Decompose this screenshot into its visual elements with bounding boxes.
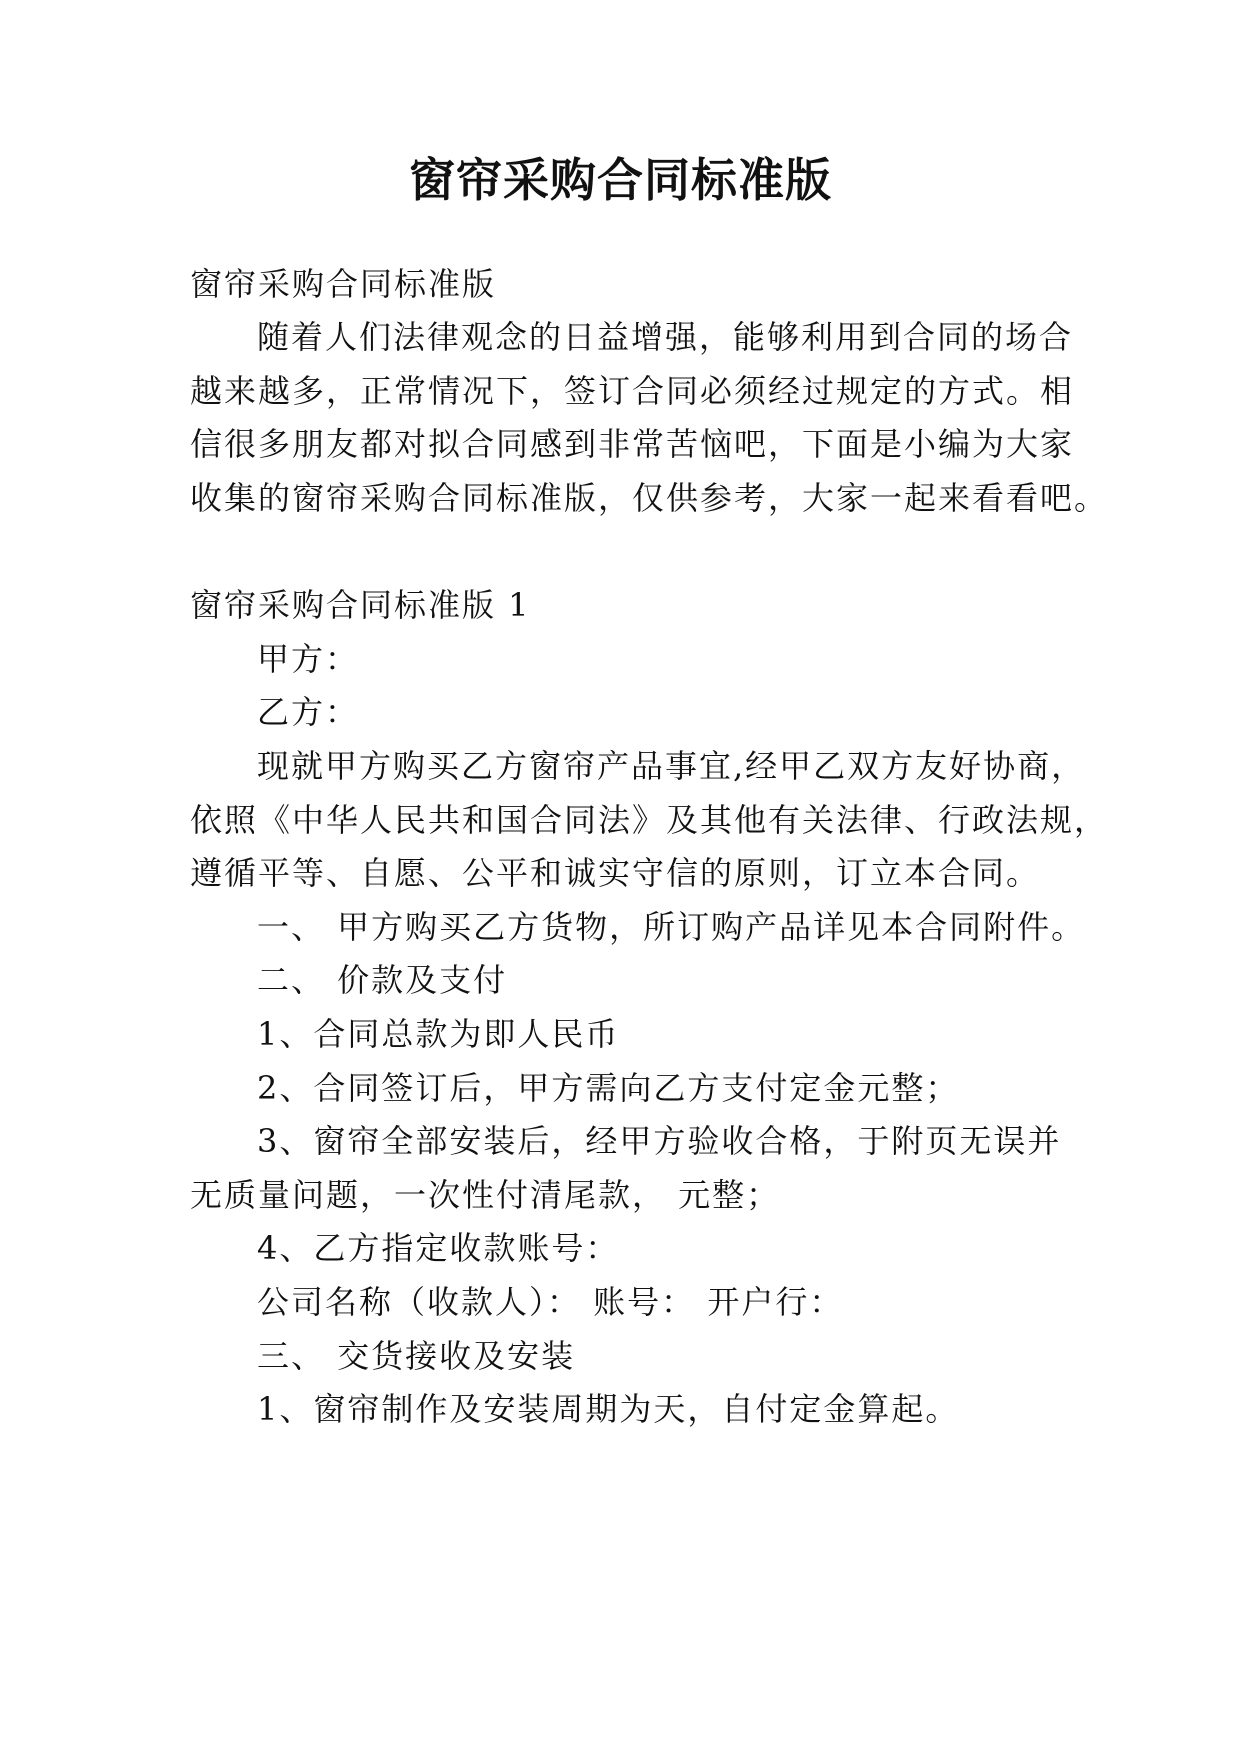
- clause-2-item-1: 1、合同总款为即人民币: [257, 1015, 620, 1053]
- clause-2-item-4: 4、乙方指定收款账号：: [257, 1229, 620, 1267]
- document-title: 窗帘采购合同标准版: [409, 153, 832, 207]
- clause-3-heading: 三、 交货接收及安装: [257, 1337, 576, 1375]
- clause-2-item-3-line-2: 无质量问题，一次性付清尾款， 元整；: [190, 1176, 781, 1214]
- intro-line-2: 越来越多，正常情况下，签订合同必须经过规定的方式。相: [190, 372, 1075, 410]
- clause-3-item-1: 1、窗帘制作及安装周期为天，自付定金算起。: [257, 1390, 960, 1428]
- clause-2-heading: 二、 价款及支付: [257, 961, 508, 999]
- intro-line-1: 随着人们法律观念的日益增强，能够利用到合同的场合: [257, 318, 1074, 356]
- clause-2-item-2: 2、合同签订后，甲方需向乙方支付定金元整；: [257, 1069, 960, 1107]
- clause-2-item-3-line-1: 3、窗帘全部安装后，经甲方验收合格，于附页无误并: [257, 1122, 1062, 1160]
- intro-line-4: 收集的窗帘采购合同标准版，仅供参考，大家一起来看看吧。: [190, 479, 1109, 517]
- party-b-label: 乙方：: [257, 693, 360, 731]
- party-a-label: 甲方：: [257, 640, 360, 678]
- payee-account-line: 公司名称（收款人）： 账号： 开户行：: [257, 1283, 844, 1321]
- preamble-line-1: 现就甲方购买乙方窗帘产品事宜,经甲乙双方友好协商，: [257, 747, 1086, 785]
- intro-line-3: 信很多朋友都对拟合同感到非常苦恼吧，下面是小编为大家: [190, 425, 1075, 463]
- preamble-line-2: 依照《中华人民共和国合同法》及其他有关法律、行政法规，: [190, 801, 1109, 839]
- preamble-line-3: 遵循平等、自愿、公平和诚实守信的原则，订立本合同。: [190, 854, 1041, 892]
- intro-heading: 窗帘采购合同标准版: [190, 265, 497, 303]
- clause-1: 一、 甲方购买乙方货物，所订购产品详见本合同附件。: [257, 908, 1086, 946]
- contract-1-heading: 窗帘采购合同标准版 1: [190, 586, 531, 624]
